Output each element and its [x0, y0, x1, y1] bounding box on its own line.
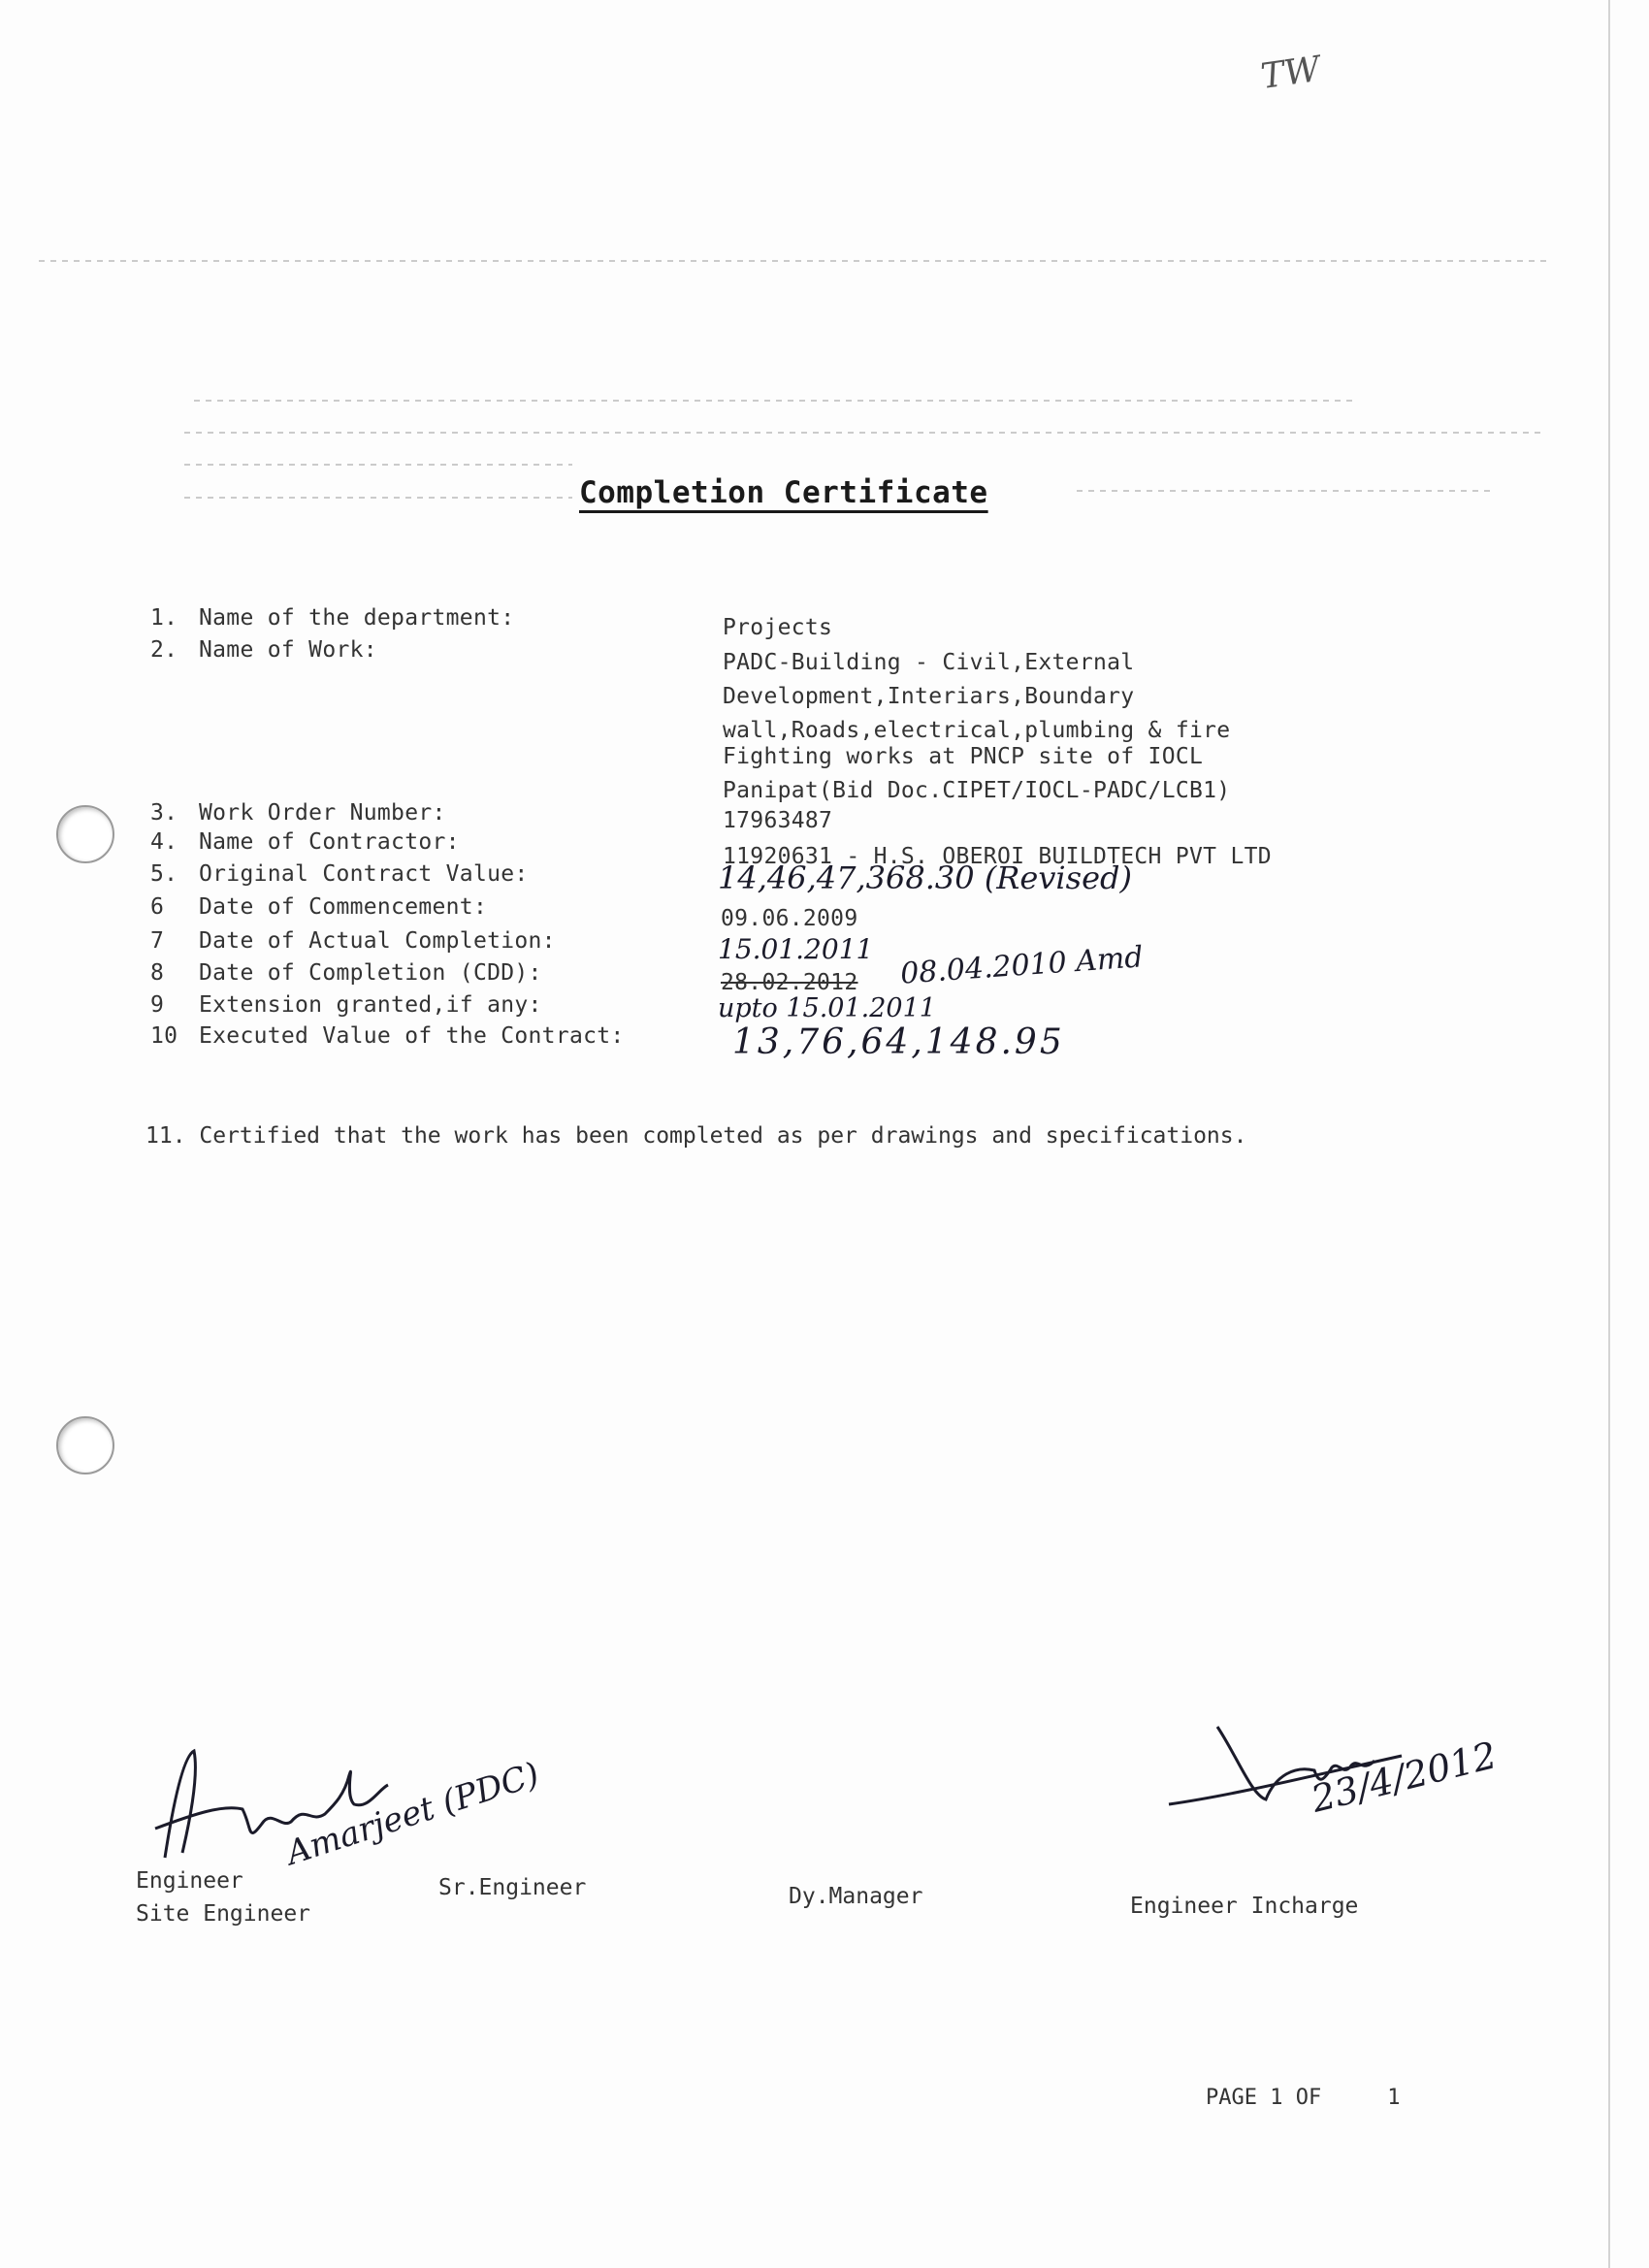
field-label: Name of Work: [199, 637, 377, 663]
field-label: Date of Commencement: [199, 894, 488, 920]
field-value-completion-struck: 28.02.2012 [721, 970, 858, 995]
field-label: Extension granted,if any: [199, 992, 542, 1018]
punch-hole-bottom [56, 1416, 114, 1474]
field-label: Work Order Number: [199, 800, 446, 826]
scan-line [184, 497, 572, 499]
page-footer [1206, 2086, 1400, 2110]
field-number: 5. [150, 861, 178, 887]
handwritten-amended-completion: 08.04.2010 Amd [899, 940, 1145, 991]
field-number: 8 [150, 960, 165, 986]
certification-statement: 11. Certified that the work has been completed as per drawings and specifications. [146, 1123, 1247, 1149]
work-name-line: wall,Roads,electrical,plumbing & fire [723, 718, 1231, 743]
scan-line [184, 464, 572, 466]
field-value-department: Projects [723, 615, 833, 640]
field-number: 4. [150, 829, 178, 855]
field-number: 9 [150, 992, 165, 1018]
field-label: Original Contract Value: [199, 861, 529, 887]
page-count-text: PAGE 1 OF [1206, 2086, 1322, 2110]
punch-hole-top [56, 805, 114, 863]
field-number: 2. [150, 637, 178, 663]
work-name-line: PADC-Building - Civil,External [723, 650, 1135, 675]
label-dy-manager: Dy.Manager [789, 1884, 923, 1909]
handwritten-actual-completion: 15.01.2011 [718, 933, 874, 965]
field-value-commencement: 09.06.2009 [721, 906, 858, 931]
scan-line [184, 432, 1542, 434]
field-number: 6 [150, 894, 165, 920]
page-total: 1 [1387, 2086, 1401, 2110]
corner-annotation: TW [1258, 49, 1323, 98]
scan-line [194, 400, 1358, 402]
field-label: Name of the department: [199, 605, 515, 631]
field-label: Date of Completion (CDD): [199, 960, 542, 986]
work-name-line: Development,Interiars,Boundary [723, 684, 1135, 709]
field-number: 3. [150, 800, 178, 826]
label-engineer-incharge: Engineer Incharge [1130, 1894, 1359, 1919]
label-engineer: Engineer [136, 1868, 243, 1894]
handwritten-extension: upto 15.01.2011 [718, 993, 936, 1023]
field-number: 1. [150, 605, 178, 631]
field-label: Date of Actual Completion: [199, 928, 556, 954]
label-site-engineer: Site Engineer [136, 1901, 311, 1927]
field-label: Executed Value of the Contract: [199, 1023, 625, 1049]
field-label: Name of Contractor: [199, 829, 460, 855]
field-number: 10 [150, 1023, 178, 1049]
signature-left-text: Amarjeet (PDC) [281, 1755, 544, 1873]
document-title: Completion Certificate [579, 475, 988, 510]
field-number: 7 [150, 928, 165, 954]
field-value-work-order: 17963487 [723, 808, 833, 833]
scan-line [1077, 490, 1494, 492]
field-value-contractor: 11920631 - H.S. OBEROI BUILDTECH PVT LTD [723, 844, 1272, 869]
page-edge-shadow [1608, 0, 1610, 2268]
work-name-line: Fighting works at PNCP site of IOCL [723, 744, 1204, 769]
handwritten-contract-value: 14,46,47,368.30 (Revised) [718, 859, 1132, 896]
signature-right-date: 23/4/2012 [1307, 1733, 1502, 1821]
scan-line [39, 260, 1552, 262]
work-name-line: Panipat(Bid Doc.CIPET/IOCL-PADC/LCB1) [723, 778, 1231, 803]
label-sr-engineer: Sr.Engineer [438, 1875, 587, 1900]
handwritten-executed-value: 13,76,64,148.95 [732, 1022, 1065, 1062]
